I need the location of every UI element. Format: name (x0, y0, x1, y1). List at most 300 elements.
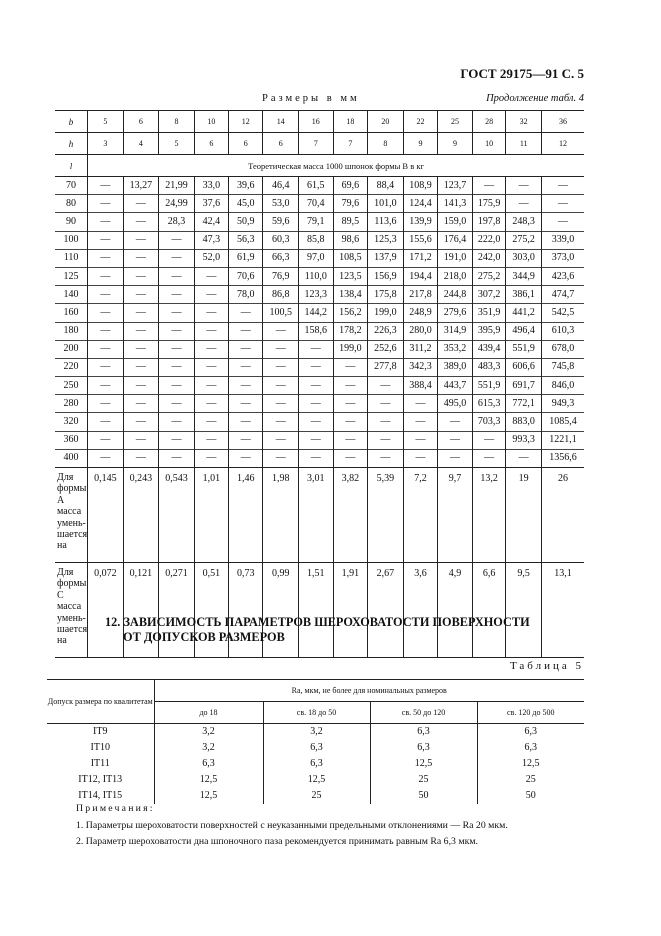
mass-cell: — (229, 413, 263, 431)
table-row (55, 249, 584, 267)
mass-cell: 46,4 (263, 177, 299, 195)
ra-value-cell: 6,3 (263, 756, 370, 772)
mass-cell: 101,0 (368, 195, 404, 213)
mass-cell: 86,8 (263, 286, 299, 304)
mass-cell: — (403, 395, 438, 413)
mass-cell: — (194, 377, 228, 395)
h-header-cell: 6 (194, 133, 228, 155)
table-5-caption: Таблица 5 (509, 660, 584, 672)
form-a-reduction-cell: 1,01 (194, 468, 228, 563)
mass-cell: — (88, 231, 124, 249)
h-header-cell: 6 (229, 133, 263, 155)
mass-cell: — (194, 449, 228, 467)
mass-cell: — (123, 449, 159, 467)
ra-value-cell: 12,5 (263, 772, 370, 788)
mass-cell: — (159, 322, 195, 340)
form-a-reduction-cell: 7,2 (403, 468, 438, 563)
ra-header: Ra, мкм, не более для номинальных размеров (154, 680, 584, 702)
mass-cell: 242,0 (472, 249, 506, 267)
mass-cell: 194,4 (403, 267, 438, 285)
mass-cell: 441,2 (506, 304, 542, 322)
mass-cell: 1085,4 (541, 413, 584, 431)
mass-cell: 303,0 (506, 249, 542, 267)
form-a-reduction-cell: 26 (541, 468, 584, 563)
mass-cell: — (263, 449, 299, 467)
sizes-caption: Размеры в мм (262, 93, 360, 104)
mass-cell: — (123, 304, 159, 322)
length-cell: 250 (55, 377, 88, 395)
mass-cell: — (159, 286, 195, 304)
note-1: 1. Параметры шероховатости поверхностей с неуказанными предельными отклонениями — Ra 20 мкм. (76, 819, 508, 831)
b-header-cell: 10 (194, 111, 228, 133)
mass-cell: — (438, 449, 473, 467)
mass-cell: 88,4 (368, 177, 404, 195)
mass-cell: 66,3 (263, 249, 299, 267)
mass-cell: 339,0 (541, 231, 584, 249)
mass-cell: — (194, 304, 228, 322)
mass-cell: 678,0 (541, 340, 584, 358)
mass-cell: — (229, 431, 263, 449)
mass-cell: — (299, 377, 334, 395)
mass-cell: 76,9 (263, 267, 299, 285)
table-row (55, 322, 584, 340)
mass-cell: 353,2 (438, 340, 473, 358)
mass-cell: — (403, 413, 438, 431)
mass-cell: — (88, 358, 124, 376)
mass-cell: 218,0 (438, 267, 473, 285)
table-row (55, 358, 584, 376)
b-header-cell: 36 (541, 111, 584, 133)
mass-cell: 373,0 (541, 249, 584, 267)
h-header-cell: 12 (541, 133, 584, 155)
b-header-cell: 8 (159, 111, 195, 133)
mass-cell: — (123, 286, 159, 304)
mass-cell: 691,7 (506, 377, 542, 395)
mass-cell: — (263, 431, 299, 449)
mass-cell: 342,3 (403, 358, 438, 376)
roughness-table (47, 679, 584, 804)
mass-cell: — (229, 358, 263, 376)
table-row (55, 267, 584, 285)
mass-cell: 551,9 (472, 377, 506, 395)
table-row (55, 431, 584, 449)
mass-cell: — (123, 322, 159, 340)
mass-cell: 275,2 (472, 267, 506, 285)
mass-cell: — (333, 413, 368, 431)
mass-cell: — (506, 195, 542, 213)
table-row (55, 340, 584, 358)
form-c-reduction-cell: 4,9 (438, 563, 473, 658)
mass-cell: — (333, 395, 368, 413)
mass-cell: — (333, 377, 368, 395)
notes-heading: Примечания: (76, 803, 155, 814)
form-a-reduction-cell: 0,243 (123, 468, 159, 563)
b-header-cell: 12 (229, 111, 263, 133)
ra-value-cell: 50 (477, 788, 584, 804)
mass-cell: — (506, 449, 542, 467)
form-c-reduction-cell: 1,91 (333, 563, 368, 658)
h-header-label: h (55, 133, 88, 155)
mass-cell: 443,7 (438, 377, 473, 395)
mass-cell: — (194, 431, 228, 449)
mass-cell: 110,0 (299, 267, 334, 285)
length-cell: 220 (55, 358, 88, 376)
mass-cell: 85,8 (299, 231, 334, 249)
mass-cell: 496,4 (506, 322, 542, 340)
form-a-reduction-cell: 3,82 (333, 468, 368, 563)
mass-cell: — (123, 267, 159, 285)
mass-cell: 439,4 (472, 340, 506, 358)
mass-cell: 344,9 (506, 267, 542, 285)
mass-cell: 846,0 (541, 377, 584, 395)
table-row (55, 304, 584, 322)
ra-value-cell: 3,2 (154, 740, 263, 756)
mass-cell: — (541, 177, 584, 195)
mass-cell: 178,2 (333, 322, 368, 340)
mass-cell: 156,2 (333, 304, 368, 322)
form-a-reduction-cell: 9,7 (438, 468, 473, 563)
form-a-reduction-cell: 1,46 (229, 468, 263, 563)
form-a-reduction-label-line: формы (57, 483, 87, 495)
tolerance-grade-cell: IT14, IT15 (47, 788, 154, 804)
h-header-cell: 3 (88, 133, 124, 155)
ra-value-cell: 25 (263, 788, 370, 804)
mass-cell: — (123, 249, 159, 267)
ra-value-cell: 6,3 (370, 740, 477, 756)
mass-cell: 1356,6 (541, 449, 584, 467)
mass-cell: 745,8 (541, 358, 584, 376)
mass-cell: — (263, 395, 299, 413)
form-a-reduction-cell: 19 (506, 468, 542, 563)
mass-cell: 45,0 (229, 195, 263, 213)
mass-cell: 542,5 (541, 304, 584, 322)
mass-cell: 89,5 (333, 213, 368, 231)
mass-cell: — (123, 213, 159, 231)
b-header-cell: 16 (299, 111, 334, 133)
ra-value-cell: 12,5 (477, 756, 584, 772)
mass-cell: 279,6 (438, 304, 473, 322)
form-a-reduction-label-line: масса (57, 506, 82, 518)
mass-cell: — (123, 395, 159, 413)
ra-value-cell: 3,2 (154, 724, 263, 741)
b-header-cell: 28 (472, 111, 506, 133)
form-a-reduction-label-line: шается (57, 529, 88, 541)
mass-cell: — (88, 267, 124, 285)
mass-cell: — (229, 304, 263, 322)
table-row (55, 377, 584, 395)
mass-cell: 53,0 (263, 195, 299, 213)
ra-value-cell: 3,2 (263, 724, 370, 741)
mass-cell: — (123, 413, 159, 431)
ra-value-cell: 6,3 (154, 756, 263, 772)
mass-cell: — (88, 377, 124, 395)
ra-value-cell: 6,3 (477, 740, 584, 756)
mass-cell: — (299, 431, 334, 449)
ra-value-cell: 12,5 (154, 788, 263, 804)
mass-cell: — (263, 340, 299, 358)
length-cell: 320 (55, 413, 88, 431)
ra-value-cell: 25 (477, 772, 584, 788)
mass-cell: 314,9 (438, 322, 473, 340)
b-header-cell: 32 (506, 111, 542, 133)
ra-value-cell: 6,3 (370, 724, 477, 741)
mass-cell: 61,5 (299, 177, 334, 195)
mass-cell: 226,3 (368, 322, 404, 340)
mass-cell: — (159, 304, 195, 322)
form-a-reduction-cell: 13,2 (472, 468, 506, 563)
mass-cell: — (472, 431, 506, 449)
continuation-caption: Продолжение табл. 4 (486, 93, 584, 104)
mass-cell: 275,2 (506, 231, 542, 249)
mass-cell: — (472, 449, 506, 467)
mass-cell: — (263, 358, 299, 376)
form-c-reduction-cell: 13,1 (541, 563, 584, 658)
table-row (55, 395, 584, 413)
form-c-reduction-label-line: Для (57, 567, 74, 578)
mass-cell: 60,3 (263, 231, 299, 249)
ra-value-cell: 12,5 (370, 756, 477, 772)
length-cell: 280 (55, 395, 88, 413)
mass-cell: 883,0 (506, 413, 542, 431)
mass-cell: 69,6 (333, 177, 368, 195)
tolerance-grade-cell: IT12, IT13 (47, 772, 154, 788)
mass-cell: 351,9 (472, 304, 506, 322)
table-row (47, 756, 584, 772)
b-header-cell: 14 (263, 111, 299, 133)
mass-cell: 13,27 (123, 177, 159, 195)
mass-cell: 993,3 (506, 431, 542, 449)
l-header-label: l (55, 155, 88, 177)
size-range-header: св. 120 до 500 (477, 702, 584, 724)
mass-cell: — (229, 449, 263, 467)
table-row (55, 286, 584, 304)
b-header-cell: 22 (403, 111, 438, 133)
length-cell: 125 (55, 267, 88, 285)
mass-cell: — (88, 431, 124, 449)
mass-cell: — (263, 377, 299, 395)
mass-cell: — (88, 304, 124, 322)
length-cell: 180 (55, 322, 88, 340)
mass-cell: 33,0 (194, 177, 228, 195)
form-c-reduction-cell: 0,072 (88, 563, 124, 658)
form-c-reduction-label-line: С (57, 589, 64, 601)
form-a-reduction-cell: 3,01 (299, 468, 334, 563)
notes (76, 801, 508, 851)
mass-cell: — (123, 195, 159, 213)
mass-cell: — (159, 431, 195, 449)
mass-cell: — (368, 431, 404, 449)
ra-value-cell: 6,3 (263, 740, 370, 756)
form-a-reduction-label (55, 468, 88, 563)
form-c-reduction-cell: 0,121 (123, 563, 159, 658)
mass-cell: — (88, 249, 124, 267)
mass-cell: 123,3 (299, 286, 334, 304)
length-cell: 70 (55, 177, 88, 195)
mass-cell: 395,9 (472, 322, 506, 340)
mass-cell: 70,4 (299, 195, 334, 213)
mass-cell: — (472, 177, 506, 195)
mass-cell: — (88, 449, 124, 467)
mass-cell: 176,4 (438, 231, 473, 249)
mass-cell: — (88, 322, 124, 340)
form-c-reduction-cell: 0,271 (159, 563, 195, 658)
mass-cell: 474,7 (541, 286, 584, 304)
mass-cell: 155,6 (403, 231, 438, 249)
form-a-reduction-row (55, 468, 584, 563)
mass-cell: 50,9 (229, 213, 263, 231)
table-row (55, 213, 584, 231)
h-header-cell: 7 (299, 133, 334, 155)
h-header-cell: 10 (472, 133, 506, 155)
size-range-header: св. 18 до 50 (263, 702, 370, 724)
mass-cell: — (159, 395, 195, 413)
mass-cell: 123,5 (333, 267, 368, 285)
mass-caption: Теоретическая масса 1000 шпонок формы В в кг (88, 155, 584, 177)
ra-value-cell: 25 (370, 772, 477, 788)
mass-cell: 551,9 (506, 340, 542, 358)
length-cell: 140 (55, 286, 88, 304)
mass-cell: 252,6 (368, 340, 404, 358)
length-cell: 90 (55, 213, 88, 231)
table-row (55, 449, 584, 467)
table-row (47, 772, 584, 788)
mass-cell: 113,6 (368, 213, 404, 231)
h-header-cell: 8 (368, 133, 404, 155)
section-12-heading-line1: 12. ЗАВИСИМОСТЬ ПАРАМЕТРОВ ШЕРОХОВАТОСТИ ПОВЕРХНОСТИ (105, 615, 530, 629)
mass-cell: — (88, 413, 124, 431)
ra-value-cell: 50 (370, 788, 477, 804)
table-row (55, 195, 584, 213)
mass-cell: 144,2 (299, 304, 334, 322)
ra-value-cell: 12,5 (154, 772, 263, 788)
mass-cell: — (263, 322, 299, 340)
form-a-reduction-cell: 0,543 (159, 468, 195, 563)
mass-cell: 108,5 (333, 249, 368, 267)
mass-cell: 244,8 (438, 286, 473, 304)
mass-cell: — (299, 449, 334, 467)
mass-table (55, 110, 584, 658)
mass-cell: — (333, 449, 368, 467)
length-cell: 80 (55, 195, 88, 213)
mass-cell: 606,6 (506, 358, 542, 376)
mass-cell: — (541, 195, 584, 213)
mass-cell: 61,9 (229, 249, 263, 267)
b-header-cell: 5 (88, 111, 124, 133)
table-row (47, 740, 584, 756)
h-header-cell: 9 (403, 133, 438, 155)
mass-cell: — (123, 231, 159, 249)
h-header-cell: 9 (438, 133, 473, 155)
mass-cell: — (299, 413, 334, 431)
mass-cell: — (229, 340, 263, 358)
form-c-reduction-cell: 9,5 (506, 563, 542, 658)
mass-cell: — (194, 322, 228, 340)
form-c-reduction-label-line: на (57, 635, 67, 647)
mass-cell: 79,1 (299, 213, 334, 231)
mass-cell: 222,0 (472, 231, 506, 249)
caption-row (55, 155, 584, 177)
mass-cell: — (299, 358, 334, 376)
mass-cell: — (368, 377, 404, 395)
mass-cell: 615,3 (472, 395, 506, 413)
table5-header-row (47, 680, 584, 702)
mass-cell: — (88, 195, 124, 213)
note-2: 2. Параметр шероховатости дна шпоночного паза рекомендуется принимать равным Ra 6,3 мкм. (76, 836, 478, 847)
mass-cell: 703,3 (472, 413, 506, 431)
mass-cell: 137,9 (368, 249, 404, 267)
mass-cell: 949,3 (541, 395, 584, 413)
mass-cell: — (333, 358, 368, 376)
mass-cell: 389,0 (438, 358, 473, 376)
mass-cell: 171,2 (403, 249, 438, 267)
mass-cell: 191,0 (438, 249, 473, 267)
length-cell: 400 (55, 449, 88, 467)
mass-cell: 100,5 (263, 304, 299, 322)
form-c-reduction-cell: 0,99 (263, 563, 299, 658)
form-a-reduction-cell: 1,98 (263, 468, 299, 563)
form-c-reduction-cell: 1,51 (299, 563, 334, 658)
mass-cell: — (438, 431, 473, 449)
form-a-reduction-label-line: А (57, 494, 65, 506)
mass-cell: 28,3 (159, 213, 195, 231)
mass-cell: — (194, 267, 228, 285)
form-c-reduction-label-line: умень- (57, 612, 86, 624)
mass-cell: — (506, 177, 542, 195)
mass-cell: 56,3 (229, 231, 263, 249)
mass-cell: — (333, 431, 368, 449)
b-header-cell: 18 (333, 111, 368, 133)
mass-cell: 483,3 (472, 358, 506, 376)
form-a-reduction-label-line: умень- (57, 517, 86, 529)
form-c-reduction-label-line: масса (57, 601, 82, 613)
mass-cell: — (229, 322, 263, 340)
mass-cell: — (194, 358, 228, 376)
mass-cell: — (159, 231, 195, 249)
mass-cell: 123,7 (438, 177, 473, 195)
mass-cell: — (159, 267, 195, 285)
h-header-cell: 5 (159, 133, 195, 155)
form-c-reduction-label (55, 563, 88, 658)
mass-cell: — (368, 449, 404, 467)
mass-cell: — (229, 395, 263, 413)
mass-cell: — (88, 213, 124, 231)
length-cell: 110 (55, 249, 88, 267)
mass-cell: — (368, 395, 404, 413)
mass-cell: — (194, 395, 228, 413)
mass-cell: — (403, 431, 438, 449)
mass-cell: 423,6 (541, 267, 584, 285)
mass-cell: — (194, 286, 228, 304)
mass-cell: 37,6 (194, 195, 228, 213)
mass-cell: 610,3 (541, 322, 584, 340)
mass-cell: 141,3 (438, 195, 473, 213)
mass-cell: 495,0 (438, 395, 473, 413)
mass-cell: — (123, 431, 159, 449)
h-header-cell: 6 (263, 133, 299, 155)
mass-cell: — (159, 377, 195, 395)
mass-cell: 47,3 (194, 231, 228, 249)
mass-cell: 159,0 (438, 213, 473, 231)
b-header-label: b (55, 111, 88, 133)
mass-cell: 79,6 (333, 195, 368, 213)
mass-cell: 52,0 (194, 249, 228, 267)
b-header-row (55, 111, 584, 133)
mass-cell: 217,8 (403, 286, 438, 304)
mass-cell: — (159, 449, 195, 467)
mass-cell: — (438, 413, 473, 431)
mass-cell: — (159, 413, 195, 431)
mass-cell: 124,4 (403, 195, 438, 213)
